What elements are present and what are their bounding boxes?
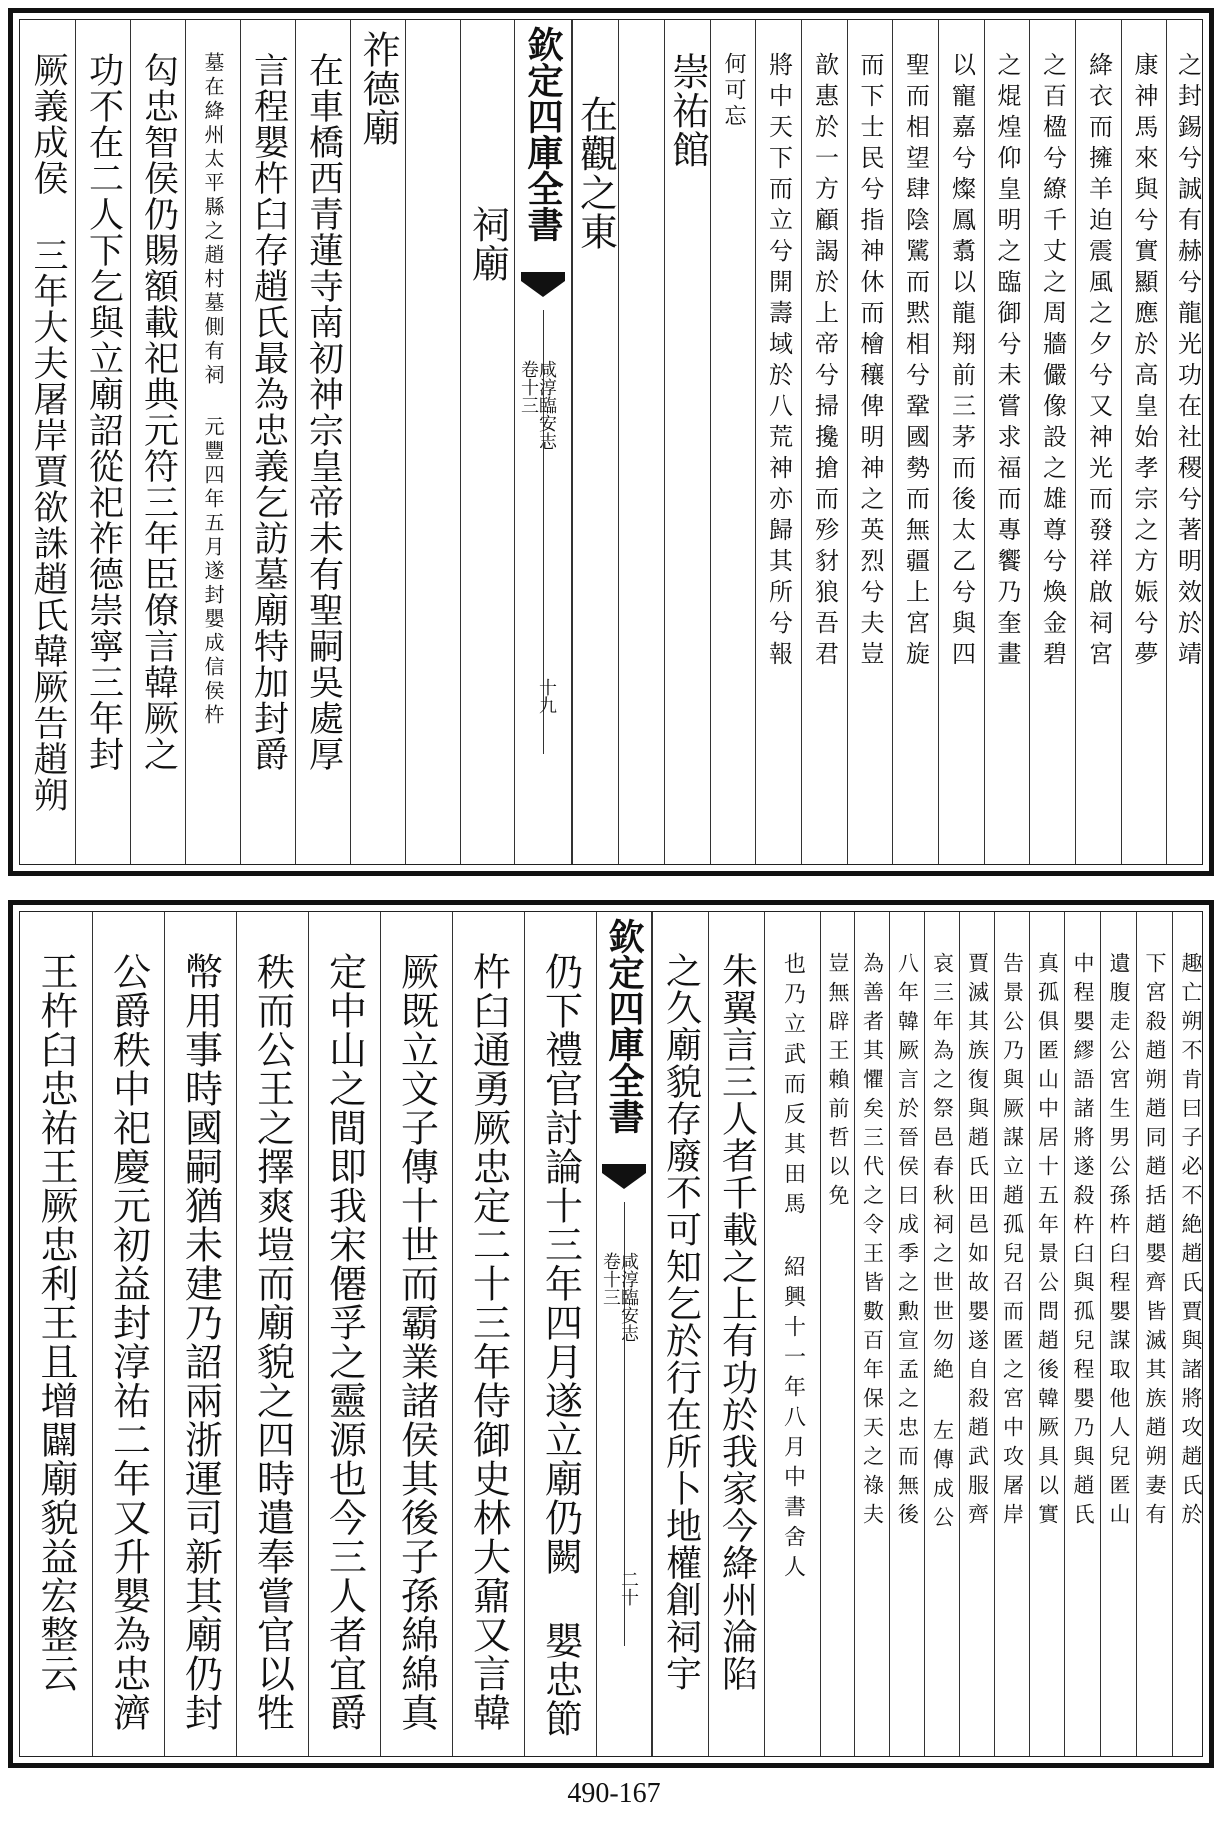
text-column xyxy=(1075,20,1121,864)
column-text: 王杵臼忠祐王厥忠利王且增闢廟貌益宏整云 xyxy=(34,952,78,1693)
text-column xyxy=(854,912,889,1756)
text-column xyxy=(889,912,924,1756)
column-text: 聖而相望肆陰騭而黙相兮鞏國勢而無疆上宮旋 xyxy=(901,52,930,672)
column-text: 秩而公王之擇爽塏而廟貌之四時遣奉嘗官以牲 xyxy=(250,952,295,1732)
text-column xyxy=(236,912,308,1756)
column-text: 而下士民兮指神休而檜穰俾明神之英烈兮夫豈 xyxy=(856,52,884,672)
text-column xyxy=(892,20,938,864)
column-text: 也乃立武而反其田馬 紹興十一年八月中書舍人 xyxy=(780,952,806,1585)
text-column xyxy=(924,912,959,1756)
column-text: 幣用事時國嗣猶未建乃詔兩浙運司新其廟仍封 xyxy=(178,952,223,1732)
column-text: 將中天下而立兮開壽域於八荒神亦歸其所兮報 xyxy=(764,52,793,672)
spine-book-title: 咸淳臨安志 xyxy=(536,360,557,450)
text-column xyxy=(452,912,524,1756)
text-column xyxy=(938,20,984,864)
text-column xyxy=(380,912,452,1756)
text-column xyxy=(708,912,764,1756)
text-column xyxy=(710,20,755,864)
section-heading: 祚德廟 xyxy=(356,30,400,147)
column-text: 杵臼通勇厥忠定二十三年侍御史林大鼐又言韓 xyxy=(466,952,511,1732)
text-column xyxy=(92,912,164,1756)
center-spine xyxy=(596,912,652,1756)
column-text: 定中山之間即我宋僊孚之靈源也今三人者宜爵 xyxy=(322,952,367,1732)
column-text: 公爵秩中祀慶元初益封淳祐二年又升嬰為忠濟 xyxy=(106,952,151,1732)
text-column xyxy=(308,912,380,1756)
column-text: 言程嬰杵臼存趙氏最為忠義乞訪墓廟特加封爵 xyxy=(248,52,289,772)
spine-juan: 卷十三 xyxy=(518,360,539,414)
column-text: 中程嬰繆語諸將遂殺杵臼與孤兒程嬰乃與趙氏 xyxy=(1071,952,1095,1532)
spine-juan: 卷十三 xyxy=(600,1252,621,1306)
text-column xyxy=(984,20,1029,864)
text-column xyxy=(405,20,460,864)
text-column xyxy=(1172,912,1208,1756)
text-column xyxy=(295,20,350,864)
text-column xyxy=(350,20,405,864)
text-column xyxy=(764,912,820,1756)
text-column xyxy=(1100,912,1136,1756)
column-text: 匃忠智侯仍賜額載祀典元符三年臣僚言韓厥之 xyxy=(138,52,179,772)
text-column xyxy=(240,20,295,864)
column-text: 仍下禮官討論十三年四月遂立廟仍闕 嬰忠節 xyxy=(538,952,583,1738)
column-text: 朱翼言三人者千載之上有功於我家今絳州淪陷 xyxy=(716,952,758,1692)
column-text: 豈無辟王賴前哲以免 xyxy=(826,952,850,1213)
text-column xyxy=(1029,912,1064,1756)
text-column xyxy=(1029,20,1075,864)
fish-tail-mark-icon xyxy=(521,272,565,298)
spine-page-number: 十九 xyxy=(536,678,557,714)
column-text: 真孤俱匿山中居十五年景公問趙後韓厥具以實 xyxy=(1035,952,1060,1532)
column-text: 厥既立文子傳十世而霸業諸侯其後子孫綿綿真 xyxy=(394,952,439,1732)
page-number: 490-167 xyxy=(567,1778,661,1809)
text-column xyxy=(524,912,596,1756)
column-text: 絳衣而擁羊迫震風之夕兮又神光而發祥啟祠宮 xyxy=(1084,52,1113,672)
spine-title: 欽定四庫全書 xyxy=(603,918,645,1134)
spine-book-title: 咸淳臨安志 xyxy=(618,1252,639,1342)
column-text: 八年韓厥言於晉侯曰成季之勲宣孟之忠而無後 xyxy=(895,952,920,1532)
column-text: 康神馬來與兮實顯應於高皇始孝宗之方娠兮夢 xyxy=(1130,52,1158,672)
column-text: 之百楹兮繚千丈之周牆儼像設之雄尊兮煥金碧 xyxy=(1038,52,1067,672)
column-text: 遺腹走公宮生男公孫杵臼程嬰謀取他人兒匿山 xyxy=(1107,952,1131,1532)
column-text: 功不在二人下乞與立廟詔從祀祚德崇寧三年封 xyxy=(83,52,124,772)
column-text: 何可忘 xyxy=(721,52,746,130)
text-column xyxy=(164,912,236,1756)
column-text: 之封錫兮誠有赫兮龍光功在社稷兮著明效於靖 xyxy=(1173,52,1202,672)
text-column xyxy=(185,20,240,864)
section-heading: 崇祐館 xyxy=(665,52,710,169)
text-column xyxy=(130,20,185,864)
column-text: 之久廟貌存廢不可知乞於行在所卜地權創祠宇 xyxy=(660,952,702,1692)
column-text: 為善者其懼矣三代之令王皆數百年保天之祿夫 xyxy=(860,952,885,1532)
text-column xyxy=(847,20,892,864)
text-column xyxy=(1064,912,1100,1756)
section-heading: 祠廟 xyxy=(465,205,510,283)
text-column xyxy=(75,20,130,864)
column-text: 歆惠於一方顧謁於上帝兮掃攙搶而殄豺狼吾君 xyxy=(810,52,839,672)
text-column xyxy=(20,912,92,1756)
bottom-page-frame xyxy=(19,911,1203,1757)
text-column xyxy=(959,912,994,1756)
text-column xyxy=(820,912,854,1756)
text-column xyxy=(618,20,664,864)
center-spine xyxy=(514,20,572,864)
column-text: 之焜煌仰皇明之臨御兮未嘗求福而專饗乃奎畫 xyxy=(993,52,1021,672)
column-text: 厥義成侯 三年大夫屠岸賈欲誅趙氏韓厥告趙朔 xyxy=(28,52,68,813)
text-column xyxy=(664,20,710,864)
text-column xyxy=(801,20,847,864)
top-page-frame xyxy=(19,19,1203,865)
column-text: 以寵嘉兮燦鳳翥以龍翔前三茅而後太乙兮與四 xyxy=(947,52,976,672)
text-column xyxy=(755,20,801,864)
text-column xyxy=(1136,912,1172,1756)
text-column xyxy=(572,20,618,864)
text-column xyxy=(460,20,514,864)
column-text: 哀三年為之祭邑春秋祠之世世勿絶 左傳成公 xyxy=(930,952,955,1535)
text-column xyxy=(652,912,708,1756)
column-text: 墓在絳州太平縣之趙村墓側有祠 元豐四年五月遂封嬰成信侯杵 xyxy=(201,52,225,728)
spine-title: 欽定四庫全書 xyxy=(522,26,564,242)
top-page-panel xyxy=(8,8,1214,876)
column-text: 在車橋西青蓮寺南初神宗皇帝未有聖嗣吳處厚 xyxy=(303,52,344,772)
spine-page-number: 二十 xyxy=(618,1570,639,1606)
column-text: 在觀之東 xyxy=(573,95,618,251)
bottom-page-panel xyxy=(8,900,1214,1768)
text-column xyxy=(1121,20,1166,864)
column-text: 告景公乃與厥謀立趙孤兒召而匿之宮中攻屠岸 xyxy=(1000,952,1025,1532)
text-column xyxy=(994,912,1029,1756)
text-column xyxy=(20,20,75,864)
column-text: 趣亡朔不肯曰子必不絶趙氏賈與諸將攻趙氏於 xyxy=(1179,952,1203,1532)
column-text: 下宮殺趙朔趙同趙括趙嬰齊皆滅其族趙朔妻有 xyxy=(1143,952,1167,1532)
text-column xyxy=(1166,20,1208,864)
column-text: 賈滅其族復與趙氏田邑如故嬰遂自殺趙武服齊 xyxy=(965,952,990,1532)
fish-tail-mark-icon xyxy=(602,1164,646,1190)
